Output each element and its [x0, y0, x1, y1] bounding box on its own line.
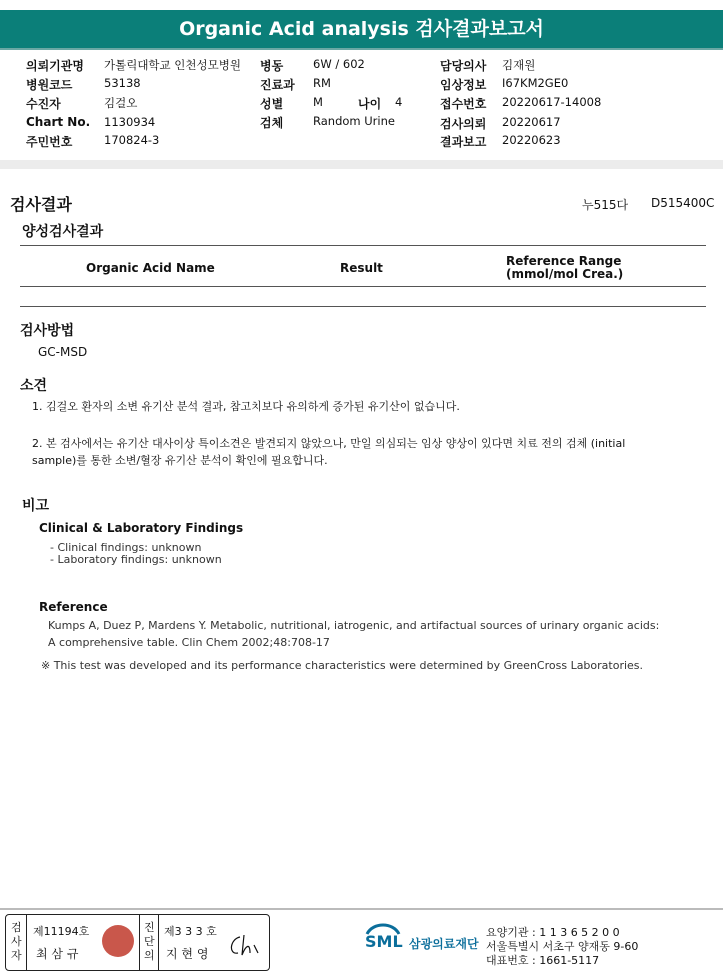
age-label: 나이: [358, 97, 382, 111]
positive-results-title: 양성검사결과: [22, 224, 104, 240]
requester-value: 가톨릭대학교 인천성모병원: [104, 58, 241, 72]
hospital-code-label: 병원코드: [26, 78, 73, 92]
org-address: 서울특별시 서초구 양재동 9-60: [486, 940, 639, 953]
remarks-title: 비고: [22, 498, 50, 514]
collector-value: 김걸오: [104, 96, 138, 110]
age-value: 4: [395, 95, 403, 109]
findings-title: Clinical & Laboratory Findings: [39, 521, 244, 535]
reference-line-1: Kumps A, Duez P, Mardens Y. Metabolic, nutritional, iatrogenic, and artifactual sources of urinary organic acids:: [48, 619, 660, 632]
reference-title: Reference: [39, 600, 108, 614]
chart-no-value: 1130934: [104, 115, 156, 129]
opinion-line-2b: sample)를 통한 소변/혈장 유기산 분석이 확인에 필요합니다.: [32, 454, 328, 467]
seal-stamp-icon: [102, 925, 134, 957]
dept-label: 진료과: [260, 78, 295, 92]
col-reference-range: Reference Range: [506, 254, 622, 268]
method-value: GC-MSD: [38, 345, 88, 359]
col-organic-acid-name: Organic Acid Name: [86, 261, 215, 275]
report-title: Organic Acid analysis 검사결과보고서: [0, 10, 723, 48]
org-name: 삼광의료재단: [409, 937, 479, 951]
specimen-label: 검체: [260, 116, 284, 130]
sml-abbr: SML: [365, 932, 403, 951]
col-result: Result: [340, 261, 383, 275]
section-divider: [0, 160, 723, 169]
col-reference-unit: (mmol/mol Crea.): [506, 267, 624, 281]
receipt-no-value: 20220617-14008: [502, 95, 602, 109]
org-phone: 대표번호 : 1661-5117: [486, 954, 600, 967]
laboratory-finding: - Laboratory findings: unknown: [50, 553, 222, 566]
requester-label: 의뢰기관명: [26, 59, 84, 73]
clinical-info-label: 임상정보: [440, 78, 487, 92]
report-date-value: 20220623: [502, 133, 561, 147]
dept-value: RM: [313, 76, 331, 90]
doctor-label: 담당의사: [440, 59, 487, 73]
doctor-column-label: 진단의: [144, 921, 155, 962]
receipt-no-label: 접수번호: [440, 97, 487, 111]
disclaimer-note: ※ This test was developed and its performance characteristics were determined by GreenCross Laboratories.: [41, 659, 644, 672]
hospital-code-value: 53138: [104, 76, 141, 90]
ward-value: 6W / 602: [313, 57, 365, 71]
table-bottom-rule: [20, 306, 706, 307]
opinion-line-1: 1. 김걸오 환자의 소변 유기산 분석 결과, 참고치보다 유의하게 증가된 유기산이 없습니다.: [32, 400, 460, 413]
sml-logo: [363, 920, 479, 964]
doctor-name: 지 현 영: [166, 947, 209, 961]
tester-license: 제11194호: [33, 925, 90, 938]
result-code-2: D515400C: [651, 196, 715, 210]
collector-label: 수진자: [26, 97, 61, 111]
specimen-value: Random Urine: [313, 114, 395, 128]
request-date-label: 검사의뢰: [440, 117, 487, 131]
sex-label: 성별: [260, 97, 284, 111]
resident-no-label: 주민번호: [26, 135, 73, 149]
request-date-value: 20220617: [502, 115, 561, 129]
report-date-label: 결과보고: [440, 135, 487, 149]
agency-no: 요양기관 : 1 1 3 6 5 2 0 0: [486, 926, 620, 939]
table-top-rule: [20, 245, 706, 246]
method-title: 검사방법: [20, 323, 75, 339]
footer-divider: [0, 908, 723, 910]
sex-value: M: [313, 95, 323, 109]
signature-icon: [228, 933, 264, 959]
table-header-rule: [20, 286, 706, 287]
tester-column-label: 검사자: [11, 921, 22, 962]
results-title: 검사결과: [10, 195, 72, 214]
resident-no-value: 170824-3: [104, 133, 160, 147]
signature-box: [5, 914, 270, 971]
chart-no-label: Chart No.: [26, 115, 91, 129]
ward-label: 병동: [260, 59, 284, 73]
doctor-license: 제3 3 3 호: [164, 925, 217, 938]
tester-name: 최 삼 규: [36, 947, 79, 961]
divider: [0, 48, 723, 50]
clinical-info-value: I67KM2GE0: [502, 76, 569, 90]
opinion-title: 소견: [20, 378, 48, 394]
result-code-1: 누515다: [582, 198, 629, 212]
doctor-value: 김재원: [502, 58, 536, 72]
reference-line-2: A comprehensive table. Clin Chem 2002;48:708-17: [48, 636, 330, 649]
opinion-line-2a: 2. 본 검사에서는 유기산 대사이상 특이소견은 발견되지 않았으나, 만일 의심되는 임상 양상이 있다면 치료 전의 검체 (initial: [32, 437, 626, 450]
clinical-finding: - Clinical findings: unknown: [50, 541, 202, 554]
